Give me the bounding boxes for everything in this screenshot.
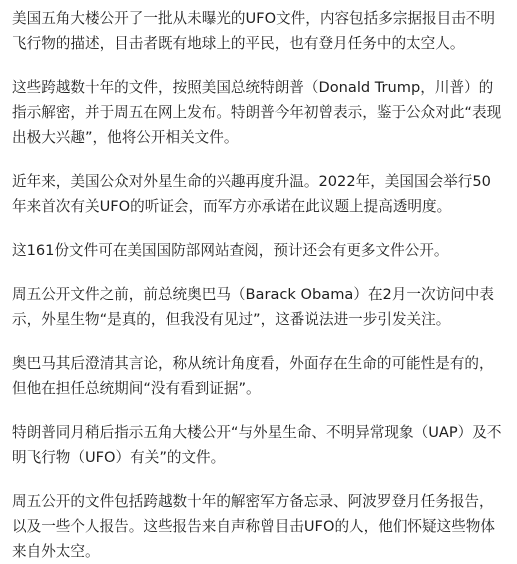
paragraph-trump-directive: 特朗普同月稍后指示五角大楼公开“与外星生命、不明异常现象（UAP）及不明飞行物（UFO）有关”的文件。 — [12, 424, 502, 466]
paragraph-obama-interview: 周五公开文件之前，前总统奥巴马（Barack Obama）在2月一次访问中表示，外星生物“是真的，但我没有见过”，这番说法进一步引发关注。 — [12, 286, 494, 328]
paragraph-files-contents: 周五公开的文件包括跨越数十年的解密军方备忘录、阿波罗登月任务报告，以及一些个人报告。这些报告来自声称曾目击UFO的人，他们怀疑这些物体来自外太空。 — [12, 493, 495, 560]
paragraph-public-interest: 近年来，美国公众对外星生命的兴趣再度升温。2022年，美国国会举行50年来首次有关UFO的听证会，而军方亦承诺在此议题上提高透明度。 — [12, 173, 491, 215]
paragraph-ufo-files-released: 美国五角大楼公开了一批从未曝光的UFO文件，内容包括多宗据报目击不明飞行物的描述，目击者既有地球上的平民，也有登月任务中的太空人。 — [12, 10, 495, 52]
paragraph-obama-clarification: 奥巴马其后澄清其言论，称从统计角度看，外面存在生命的可能性是有的，但他在担任总统期间“没有看到证据”。 — [12, 355, 494, 397]
paragraph-defense-website: 这161份文件可在美国国防部网站查阅，预计还会有更多文件公开。 — [12, 242, 449, 259]
paragraph-trump-declassification: 这些跨越数十年的文件，按照美国总统特朗普（Donald Trump，川普）的指示解密，并于周五在网上发布。特朗普今年初曾表示，鉴于公众对此“表现出极大兴趣”，他将公开相关文件。 — [12, 79, 502, 146]
